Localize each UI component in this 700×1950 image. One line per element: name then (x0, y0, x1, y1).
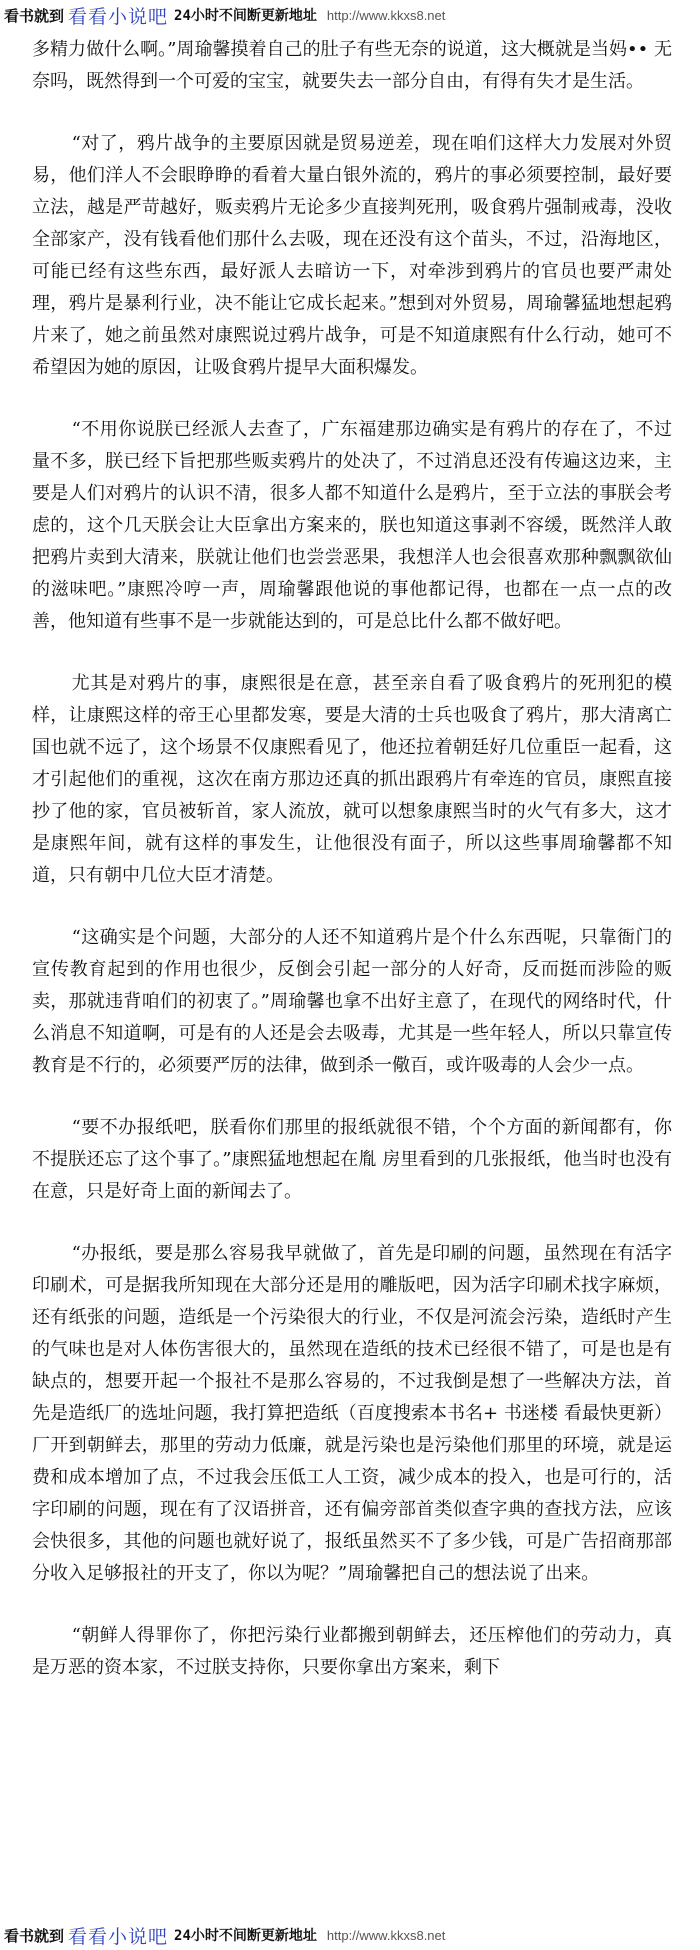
banner-prefix: 看书就到 (4, 1926, 65, 1945)
top-banner (0, 0, 700, 30)
paragraph: 多精力做什么啊。”周瑜馨摸着自己的肚子有些无奈的说道，这大概就是当妈•• 无奈吗，既然得到一个可爱的宝宝，就要失去一部分自由，有得有失才是生活。 (32, 39, 672, 92)
paragraph: “不用你说朕已经派人去查了，广东福建那边确实是有鸦片的存在了，不过量不多，朕已经下旨把那些贩卖鸦片的处决了，不过消息还没有传遍这边来，主要是人们对鸦片的认识不清，很多人都不知道什么是鸦片，至于立法的事朕会考虑的，这个几天朕会让大臣拿出方案来的，朕也知道这事剥不容缓，既然洋人敢把鸦片卖到大清来，朕就让他们也尝尝恶果，我想洋人也会很喜欢那种飘飘欲仙的滋味吧。”康熙冷哼一声，周瑜馨跟他说的事他都记得，也都在一点一点的改善，他知道有些事不是一步就能达到的，可是总比什么都不做好吧。 (32, 419, 672, 632)
banner-tagline: 24小时不间断更新地址 (174, 1928, 317, 1944)
banner-tagline: 24小时不间断更新地址 (174, 8, 317, 24)
banner-site-link[interactable]: 看看小说吧 (68, 1925, 169, 1948)
paragraph: “朝鲜人得罪你了，你把污染行业都搬到朝鲜去，还压榨他们的劳动力，真是万恶的资本家，不过朕支持你，只要你拿出方案来，剩下 (32, 1625, 672, 1678)
paragraph: “这确实是个问题，大部分的人还不知道鸦片是个什么东西呢，只靠衙门的宣传教育起到的作用也很少，反倒会引起一部分的人好奇，反而挺而涉险的贩卖，那就违背咱们的初衷了。”周瑜馨也拿不出好主意了，在现代的网络时代，什么消息不知道啊，可是有的人还是会去吸毒，尤其是一些年轻人，所以只靠宣传教育是不行的，必须要严厉的法律，做到杀一儆百，或许吸毒的人会少一点。 (32, 927, 672, 1076)
banner-url[interactable]: http://www.kkxs8.net (326, 1927, 446, 1943)
paragraph: “要不办报纸吧，朕看你们那里的报纸就很不错，个个方面的新闻都有，你不提朕还忘了这个事了。”康熙猛地想起在胤 房里看到的几张报纸，他当时也没有在意，只是好奇上面的新闻去了。 (32, 1117, 672, 1202)
paragraph: 尤其是对鸦片的事，康熙很是在意，甚至亲自看了吸食鸦片的死刑犯的模样，让康熙这样的帝王心里都发寒，要是大清的士兵也吸食了鸦片，那大清离亡国也就不远了，这个场景不仅康熙看见了，他还拉着朝廷好几位重臣一起看，这才引起他们的重视，这次在南方那边还真的抓出跟鸦片有牵连的官员，康熙直接抄了他的家，官员被斩首，家人流放，就可以想象康熙当时的火气有多大，这才是康熙年间，就有这样的事发生，让他很没有面子，所以这些事周瑜馨都不知道，只有朝中几位大臣才清楚。 (32, 673, 672, 886)
banner-prefix: 看书就到 (4, 6, 65, 25)
paragraph: “办报纸，要是那么容易我早就做了，首先是印刷的问题，虽然现在有活字印刷术，可是据我所知现在大部分还是用的雕版吧，因为活字印刷术找字麻烦，还有纸张的问题，造纸是一个污染很大的行业，不仅是河流会污染，造纸时产生的气味也是对人体伤害很大的，虽然现在造纸的技术已经很不错了，可是也是有缺点的，想要开起一个报社不是那么容易的，不过我倒是想了一些解决方法，首先是造纸厂的选址问题，我打算把造纸（百度搜索本书名+ 书迷楼 看最快更新）厂开到朝鲜去，那里的劳动力低廉，就是污染也是污染他们那里的环境，就是运费和成本增加了点，不过我会压低工人工资，减少成本的投入，也是可行的，活字印刷的问题，现在有了汉语拼音，还有偏旁部首类似查字典的查找方法，应该会快很多，其他的问题也就好说了，报纸虽然买不了多少钱，可是广告招商那部分收入足够报社的开支了，你以为呢？”周瑜馨把自己的想法说了出来。 (32, 1243, 672, 1584)
banner-url[interactable]: http://www.kkxs8.net (326, 7, 446, 23)
chapter-text (32, 34, 672, 1714)
paragraph: “对了，鸦片战争的主要原因就是贸易逆差，现在咱们这样大力发展对外贸易，他们洋人不会眼睁睁的看着大量白银外流的，鸦片的事必须要控制，最好要立法，越是严苛越好，贩卖鸦片无论多少直接判死刑，吸食鸦片强制戒毒，没收全部家产，没有钱看他们那什么去吸，现在还没有这个苗头，不过，沿海地区，可能已经有这些东西，最好派人去暗访一下，对牵涉到鸦片的官员也要严肃处理，鸦片是暴利行业，决不能让它成长起来。”想到对外贸易，周瑜馨猛地想起鸦片来了，她之前虽然对康熙说过鸦片战争，可是不知道康熙有什么行动，她可不希望因为她的原因，让吸食鸦片提早大面积爆发。 (32, 133, 672, 378)
banner-site-link[interactable]: 看看小说吧 (68, 5, 169, 28)
bottom-banner (0, 1920, 700, 1950)
